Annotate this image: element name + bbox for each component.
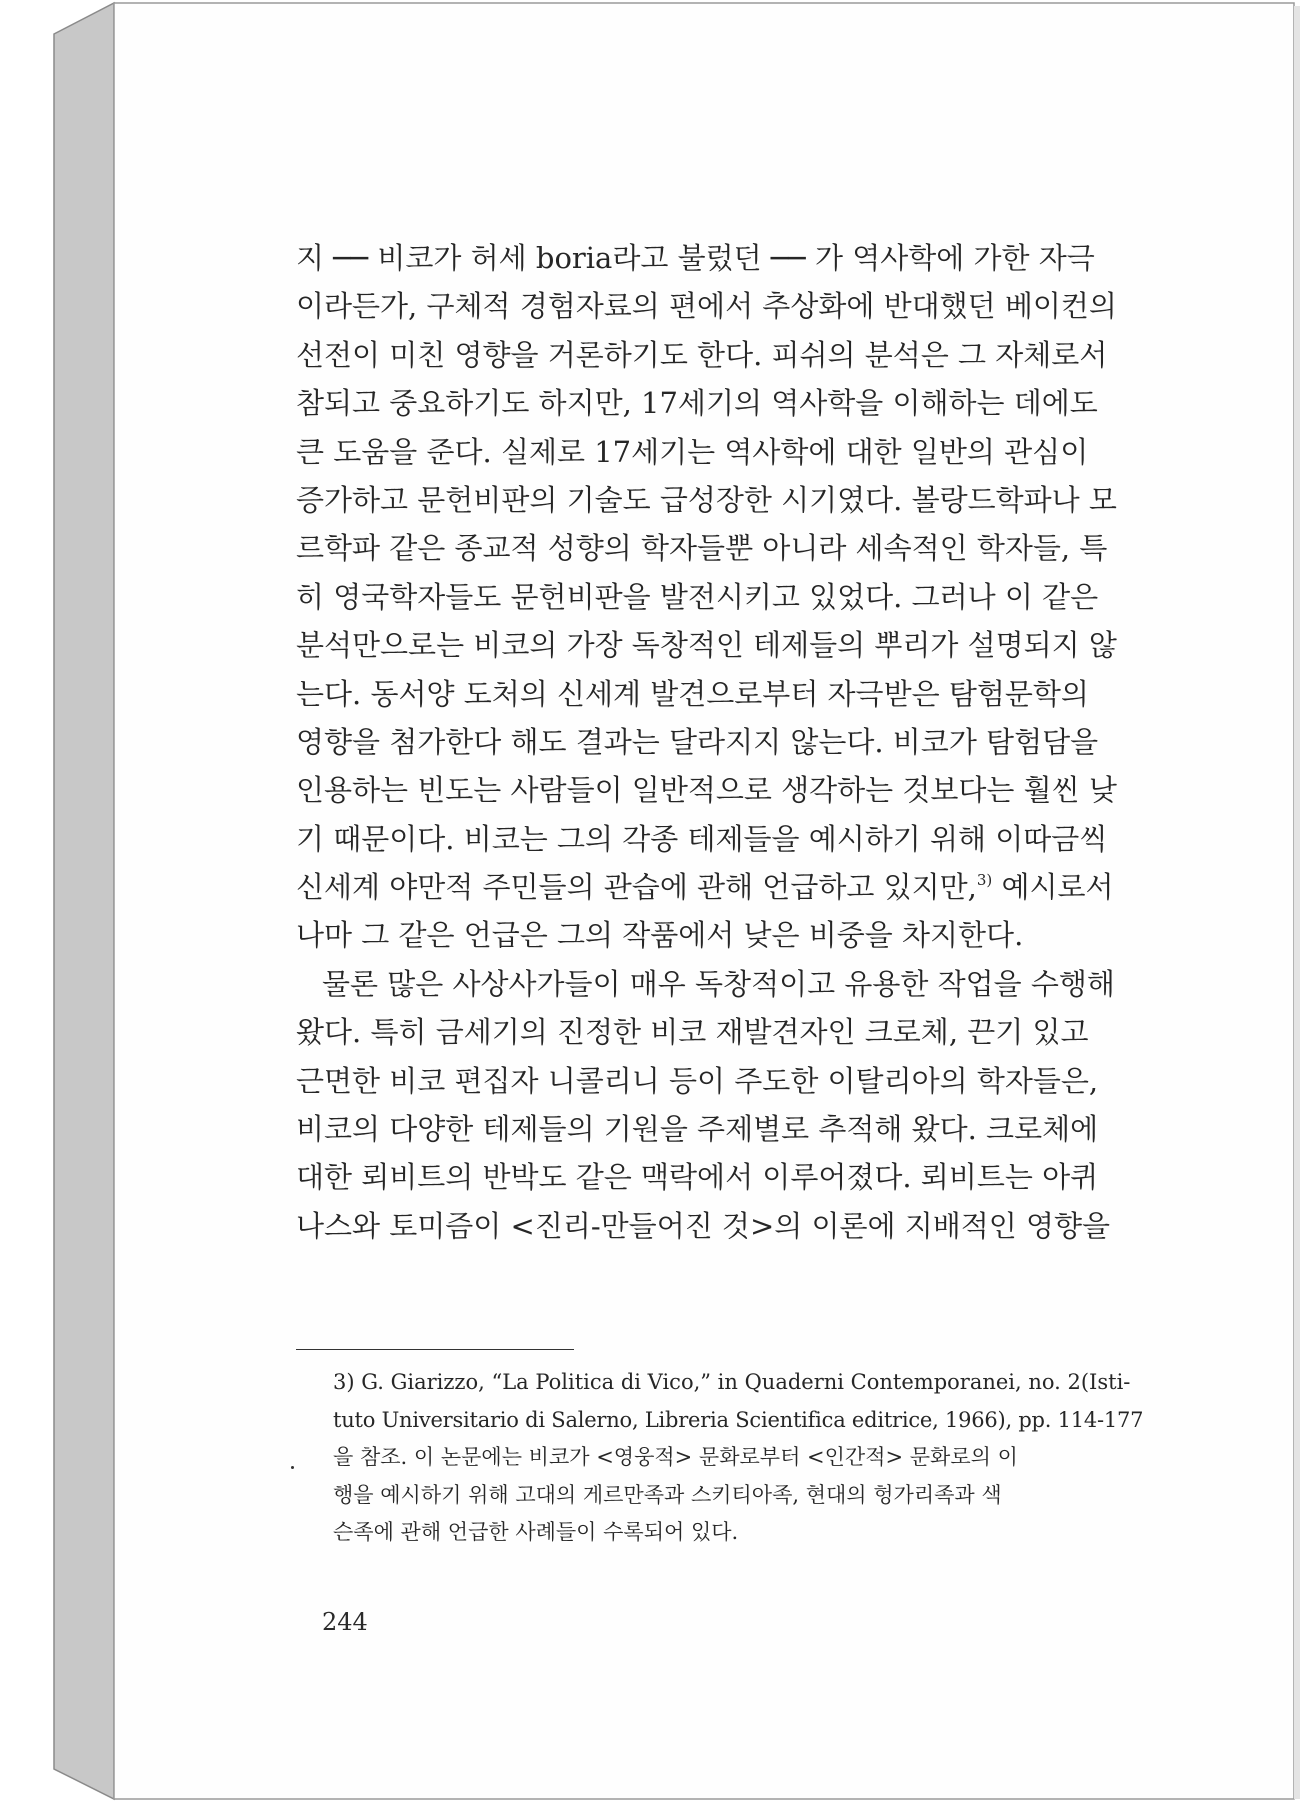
body-line: 지 ── 비코가 허세 boria라고 불렀던 ── 가 역사학에 가한 자극 [296, 241, 1095, 275]
footnote-line: 을 참조. 이 논문에는 비코가 <영웅적> 문화로부터 <인간적> 문화로의 이 [333, 1445, 1018, 1469]
footnote-line: 행을 예시하기 위해 고대의 게르만족과 스키티아족, 현대의 헝가리족과 색 [333, 1482, 1002, 1507]
body-line: 인용하는 빈도는 사람들이 일반적으로 생각하는 것보다는 훨씬 낮 [296, 773, 1117, 808]
footnote-reference: 3) [976, 871, 993, 890]
footnote-line: 슨족에 관해 언급한 사례들이 수록되어 있다. [333, 1520, 739, 1544]
body-line: 기 때문이다. 비코는 그의 각종 테제들을 예시하기 위해 이따금씩 [296, 821, 1108, 856]
page-number: 244 [322, 1608, 368, 1636]
body-text [296, 234, 1146, 1250]
body-line: 이라든가, 구체적 경험자료의 편에서 추상화에 반대했던 베이컨의 [296, 289, 1117, 324]
body-line: 는다. 동서양 도처의 신세계 발견으로부터 자극받은 탐험문학의 [296, 676, 1089, 711]
body-line: 영향을 첨가한다 해도 결과는 달라지지 않는다. 비코가 탐험담을 [296, 724, 1099, 759]
body-line: 르학파 같은 종교적 성향의 학자들뿐 아니라 세속적인 학자들, 특 [296, 531, 1108, 566]
body-line: 히 영국학자들도 문헌비판을 발전시키고 있었다. 그러나 이 같은 [296, 579, 1099, 614]
body-line-suffix: 예시로서 [992, 870, 1114, 905]
body-line: 왔다. 특히 금세기의 진정한 비코 재발견자인 크로체, 끈기 있고 [296, 1015, 1089, 1050]
footnote-line: 3) G. Giarizzo, “La Politica di Vico,” in Quaderni Contemporanei, no. 2(Isti- [333, 1370, 1131, 1394]
body-line: 나스와 토미즘이 <진리-만들어진 것>의 이론에 지배적인 영향을 [296, 1208, 1111, 1243]
body-line: 나마 그 같은 언급은 그의 작품에서 낮은 비중을 차지한다. [296, 918, 1024, 953]
body-line: 참되고 중요하기도 하지만, 17세기의 역사학을 이해하는 데에도 [296, 386, 1098, 421]
body-line: 증가하고 문헌비판의 기술도 급성장한 시기였다. 볼랑드학파나 모 [296, 482, 1117, 517]
scan-speck [291, 1466, 294, 1469]
footnote [333, 1364, 1143, 1552]
body-line: 선전이 미친 영향을 거론하기도 한다. 피쉬의 분석은 그 자체로서 [296, 337, 1108, 372]
paragraph-start-line: 물론 많은 사상사가들이 매우 독창적이고 유용한 작업을 수행해 [322, 966, 1115, 1001]
footnote-separator [296, 1349, 574, 1350]
body-line: 비코의 다양한 테제들의 기원을 주제별로 추적해 왔다. 크로체에 [296, 1112, 1099, 1147]
body-line: 근면한 비코 편집자 니콜리니 등이 주도한 이탈리아의 학자들은, [296, 1063, 1099, 1098]
body-line: 분석만으로는 비코의 가장 독창적인 테제들의 뿌리가 설명되지 않 [296, 628, 1117, 663]
body-line: 대한 뢰비트의 반박도 같은 맥락에서 이루어졌다. 뢰비트는 아퀴 [296, 1160, 1099, 1195]
body-line: 큰 도움을 준다. 실제로 17세기는 역사학에 대한 일반의 관심이 [296, 434, 1089, 469]
body-line-with-footnote-ref [296, 863, 1146, 911]
body-line-text: 신세계 야만적 주민들의 관습에 관해 언급하고 있지만, [296, 870, 977, 905]
footnote-line: tuto Universitario di Salerno, Libreria Scientifica editrice, 1966), pp. 114-177 [333, 1407, 1144, 1432]
